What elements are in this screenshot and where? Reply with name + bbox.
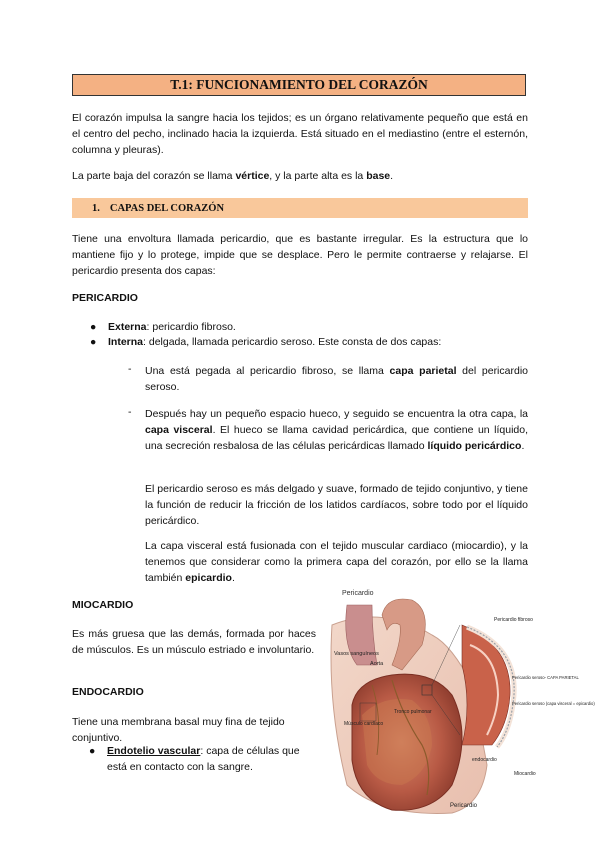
- endocardio-heading: ENDOCARDIO: [72, 686, 144, 698]
- miocardio-heading: MIOCARDIO: [72, 599, 134, 611]
- serous-pericardium-paragraph: El pericardio seroso es más delgado y suave, formado de tejido conjuntivo, y tiene la función de reducir la fricción de los latidos cardíacos, sobre todo por el líquido pericárdico.: [145, 483, 528, 527]
- bullet-externa: ● Externa: pericardio fibroso.: [90, 321, 236, 333]
- figure-label-venas: Vasos sanguíneos: [334, 651, 379, 657]
- figure-label-tronco: Tronco pulmonar: [394, 709, 432, 715]
- section-heading-capas: 1. CAPAS DEL CORAZÓN: [72, 198, 528, 218]
- figure-label-pericardio-bottom: Pericardio: [450, 803, 478, 809]
- miocardio-text: Es más gruesa que las demás, formada por haces de músculos. Es un músculo estriado e involuntario.: [72, 628, 316, 656]
- figure-label-visceral: Pericardio seroso (capa visceral = epicardio): [512, 701, 595, 706]
- bullet-endotelio: ● Endotelio vascular: capa de células que está en contacto con la sangre.: [89, 745, 300, 773]
- base-vertex-paragraph: La parte baja del corazón se llama vértice, y la parte alta es la base.: [72, 170, 394, 182]
- document-title: T.1: FUNCIONAMIENTO DEL CORAZÓN: [72, 74, 526, 96]
- figure-label-pericardio-fibroso: Pericardio fibroso: [494, 617, 533, 623]
- figure-label-aorta: Aorta: [370, 661, 384, 667]
- figure-label-miocardio: Miocardio: [514, 771, 536, 777]
- intro-paragraph: El corazón impulsa la sangre hacia los tejidos; es un órgano relativamente pequeño que está en el centro del pecho, inclinado hacia la izquierda. Está situado en el mediastino (entre el esternón, columna y pleuras).: [72, 112, 528, 156]
- heart-layers-illustration: [322, 585, 595, 817]
- figure-label-endocardio: endocardio: [472, 757, 497, 763]
- pericardio-heading: PERICARDIO: [72, 292, 138, 304]
- bullet-interna: ● Interna: delgada, llamada pericardio seroso. Este consta de dos capas:: [90, 336, 442, 348]
- visceral-layer-text: Después hay un pequeño espacio hueco, y seguido se encuentra la otra capa, la capa visceral. El hueco se llama cavidad pericárdica, que contiene un líquido, una secreción resbalosa de las células pericárdicas llamado líquido pericárdico.: [145, 408, 529, 452]
- parietal-layer-text: Una está pegada al pericardio fibroso, se llama capa parietal del pericardio seroso.: [145, 365, 528, 393]
- dash-marker: -: [128, 363, 132, 375]
- figure-label-pericardio-seroso: Pericardio seroso- CAPA PARIETAL: [512, 675, 579, 680]
- section-intro-paragraph: Tiene una envoltura llamada pericardio, que es bastante irregular. Es la estructura que lo mantiene fijo y lo protege, impide que se desplace. Pero le permite contraerse y relajarse. El pericardio presenta dos capas:: [72, 233, 528, 277]
- figure-label-pericardio-top: Pericardio: [342, 590, 374, 597]
- epicardio-paragraph: La capa visceral está fusionada con el tejido muscular cardiaco (miocardio), y la tenemos que considerar como la primera capa del corazón, por ello se la llama también epicardio.: [145, 540, 528, 584]
- endocardio-text: Tiene una membrana basal muy fina de tejido conjuntivo.: [72, 716, 285, 744]
- figure-label-musculo: Músculo cardíaco: [344, 721, 384, 727]
- dash-marker: -: [128, 406, 132, 418]
